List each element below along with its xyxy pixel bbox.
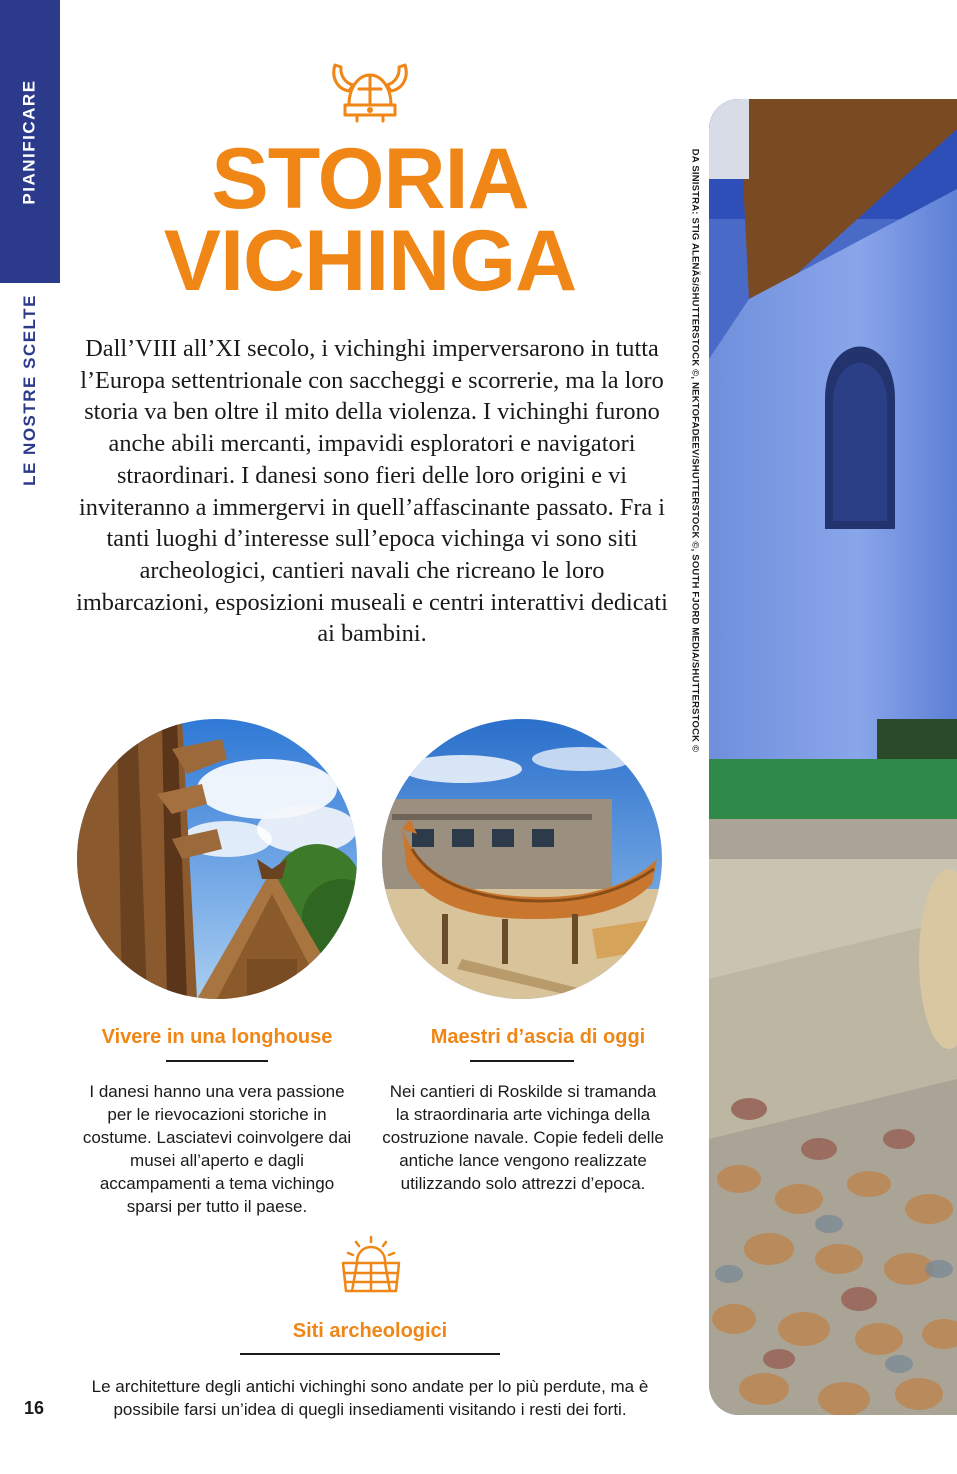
title-line-1: STORIA xyxy=(211,131,529,227)
title-line-2: VICHINGA xyxy=(163,213,577,309)
shipyard-photo xyxy=(382,719,662,999)
page-number: 16 xyxy=(24,1398,45,1418)
photo-credit: DA SINISTRA: STIG ALENÄS/SHUTTERSTOCK ©, NEKTOFADEEV/SHUTTERSTOCK ©, SOUTH FJORD MEDIA/SHUTTERSTOCK © xyxy=(689,148,701,752)
longhouse-photo xyxy=(77,719,357,999)
card-body-shipbuilders: Nei cantieri di Roskilde si tramanda la straordinaria arte vichinga della costruzione navale. Copie fedeli delle antiche lance vengono realizzate utilizzando solo attrezzi d’epoca. xyxy=(382,1082,664,1193)
viking-helmet-icon xyxy=(329,55,411,127)
sidebar-tab-label-wrap xyxy=(0,0,60,283)
sidebar-section-wrap xyxy=(0,290,60,490)
card-title-shipbuilders: Maestri d’ascia di oggi xyxy=(430,1026,646,1048)
card-body-longhouse: I danesi hanno una vera passione per le rievocazioni storiche in costume. Lasciatevi coinvolgere dai musei all’aperto e dagli accampamenti a tema vichingo sparsi per tutto il paese. xyxy=(82,1082,352,1216)
sidebar-tab-label: PIANIFICARE xyxy=(20,78,39,205)
card-title-longhouse: Vivere in una longhouse xyxy=(101,1026,333,1048)
card-divider xyxy=(470,1060,574,1062)
section-title-archaeology: Siti archeologici xyxy=(292,1320,448,1342)
sunrise-field-icon xyxy=(340,1233,402,1295)
photo-credit-wrap xyxy=(686,140,704,760)
page-title xyxy=(110,131,630,309)
section-divider xyxy=(240,1353,500,1355)
section-body-archaeology: Le architetture degli antichi vichinghi sono andate per lo più perdute, ma è possibile farsi un’idea di quegli insediamenti visitando i resti dei forti. xyxy=(91,1377,649,1419)
sidebar-section-label: LE NOSTRE SCELTE xyxy=(20,294,39,486)
card-divider xyxy=(166,1060,268,1062)
intro-paragraph: Dall’VIII all’XI secolo, i vichinghi imperversarono in tutta l’Europa settentrionale con saccheggi e scorrerie, ma la loro storia va ben oltre il mito della violenza. I vichinghi furono anche abili mercanti, impavidi esploratori e navigatori straordinari. I danesi sono fieri delle loro origini e vi inviteranno a immergervi in quell’affascinante passato. Fra i tanti luoghi d’interesse sull’epoca vichinga vi sono siti archeologici, cantieri navali che ricreano le loro imbarcazioni, esposizioni museali e centri interattivi dedicati ai bambini. xyxy=(76,335,668,648)
viking-site-photo xyxy=(709,99,957,1415)
